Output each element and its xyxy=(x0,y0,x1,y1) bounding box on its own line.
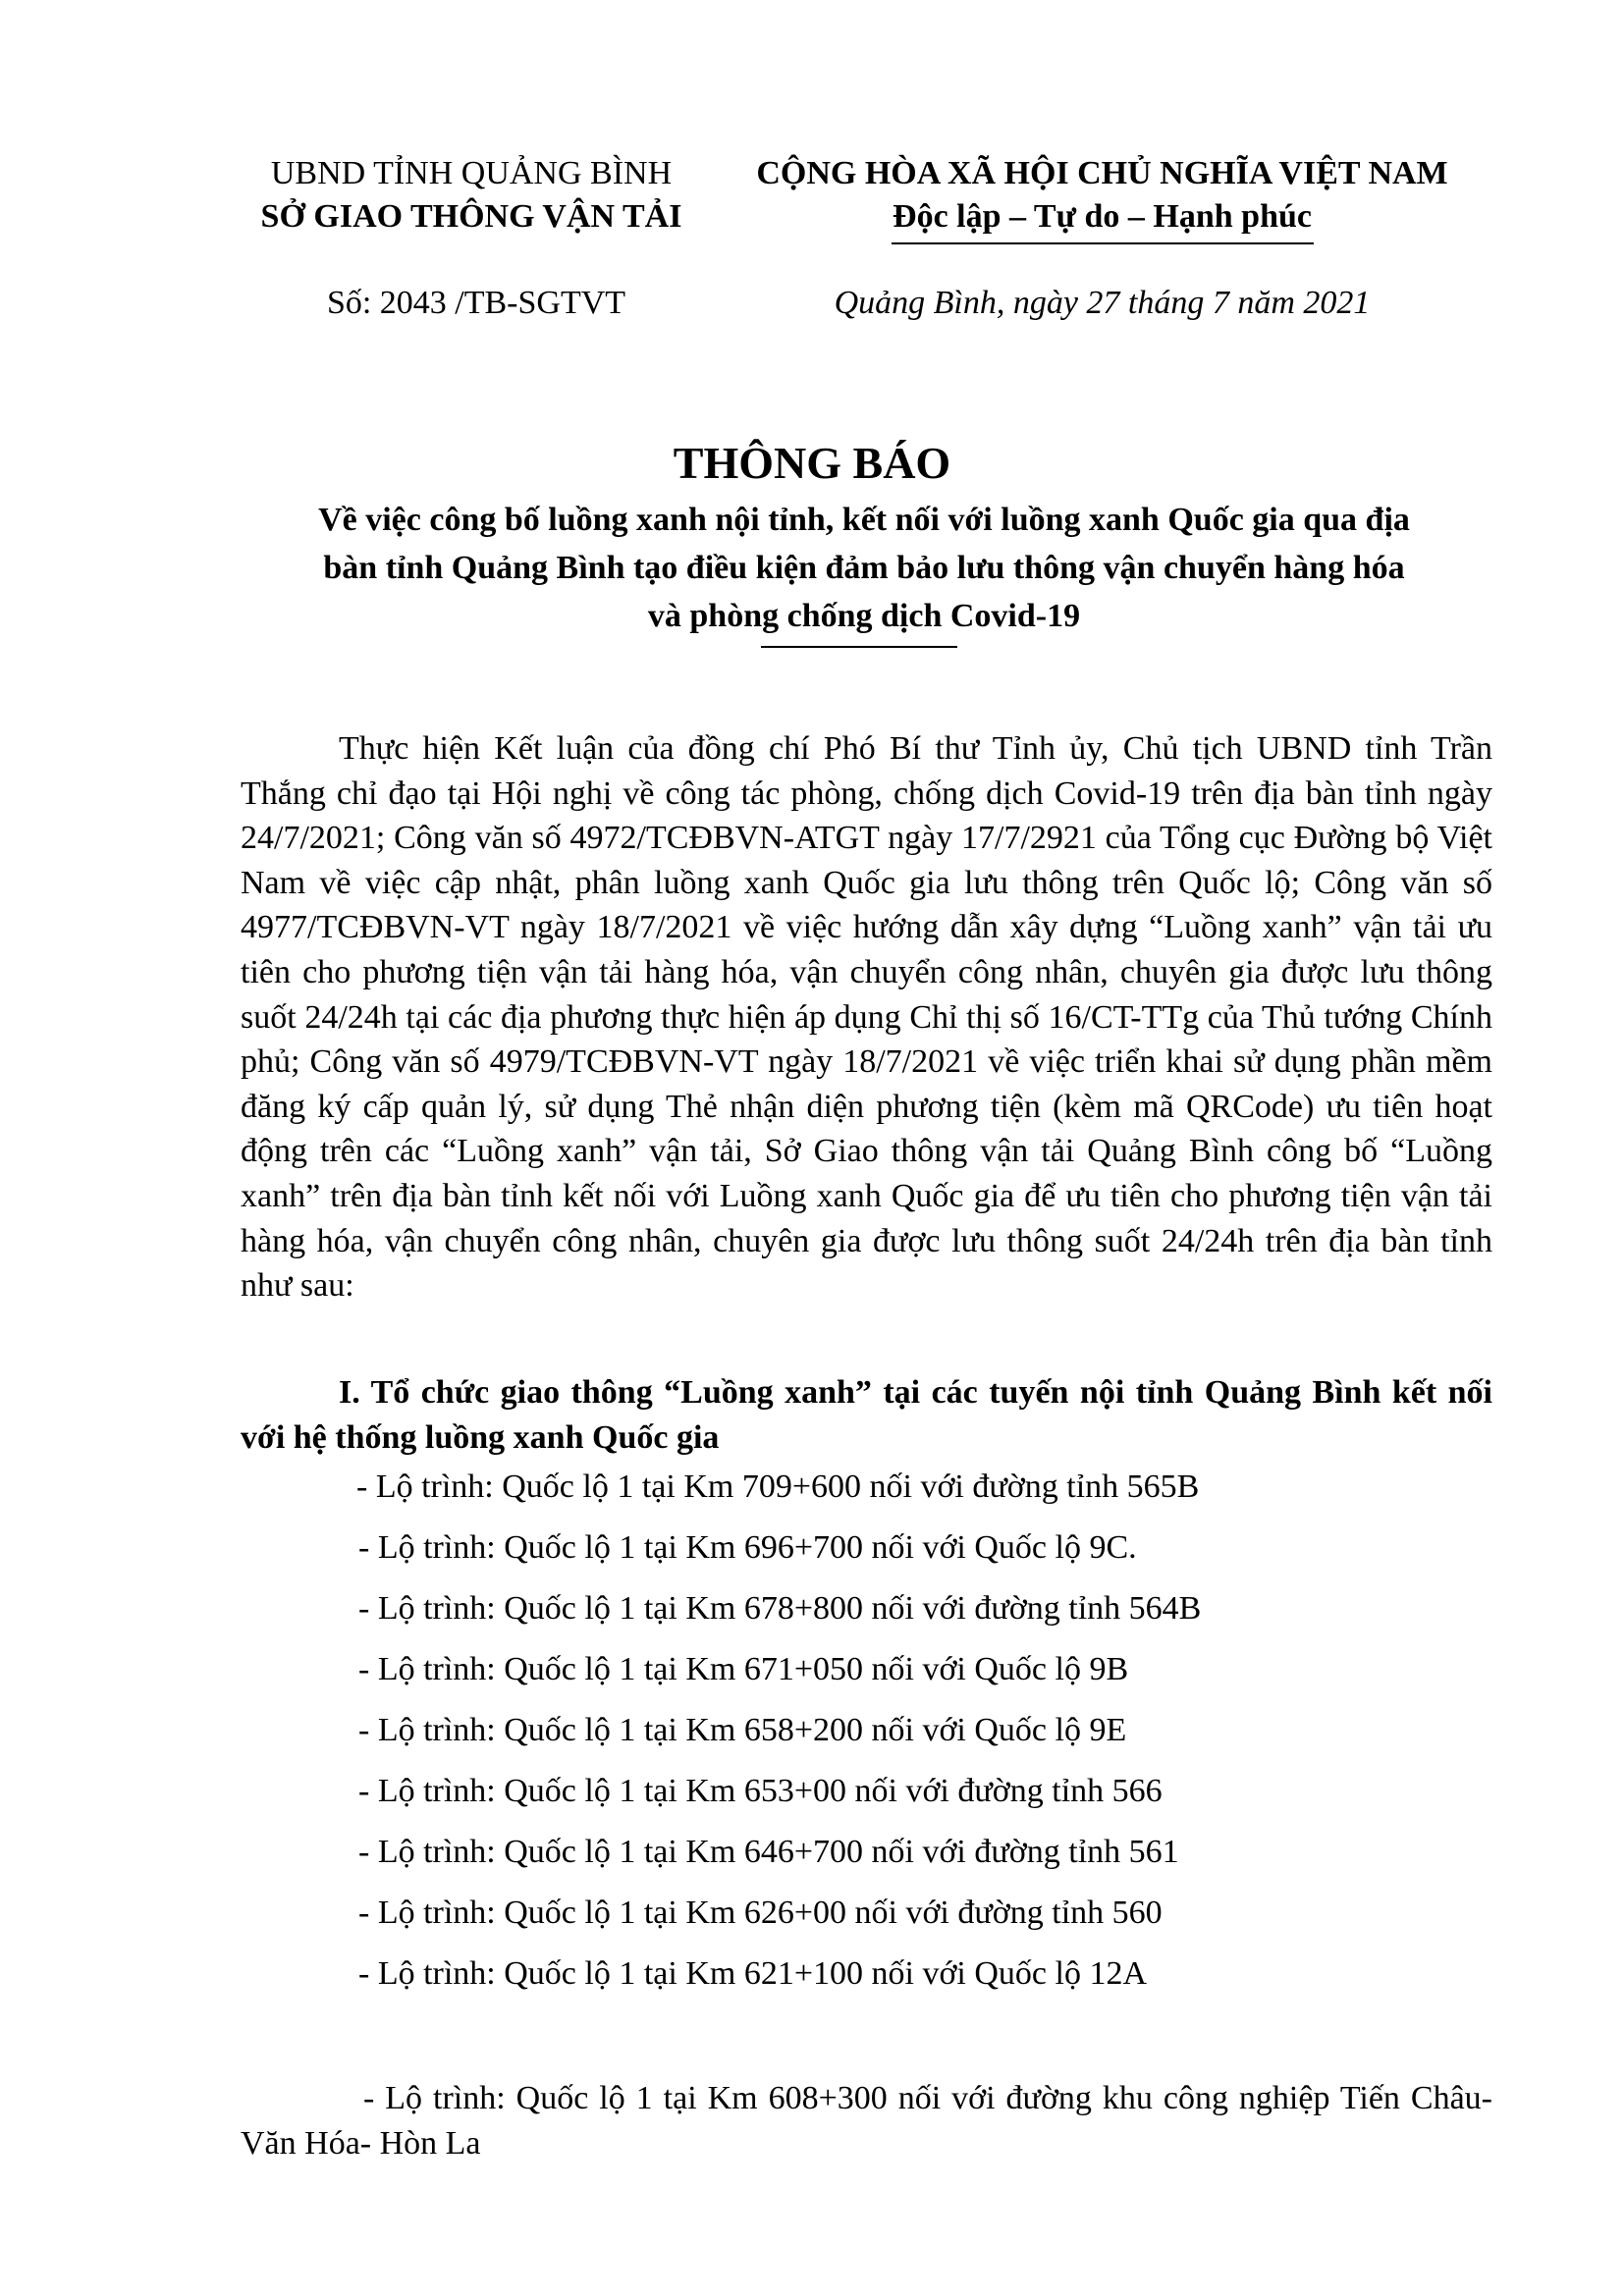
subtitle-line: Về việc công bố luồng xanh nội tỉnh, kết nối với luồng xanh Quốc gia qua địa xyxy=(318,502,1410,538)
route-item: - Lộ trình: Quốc lộ 1 tại Km 671+050 nối với Quốc lộ 9B xyxy=(358,1651,1129,1687)
title-divider xyxy=(761,646,957,648)
document-number: Số: 2043 /TB-SGTVT xyxy=(326,285,626,321)
place-date: Quảng Bình, ngày 27 tháng 7 năm 2021 xyxy=(834,285,1371,321)
issuing-agency-block xyxy=(226,152,717,239)
subtitle-line: và phòng chống dịch Covid-19 xyxy=(647,598,1081,634)
route-item: - Lộ trình: Quốc lộ 1 tại Km 626+00 nối với đường tỉnh 560 xyxy=(358,1895,1163,1931)
agency-name: SỞ GIAO THÔNG VẬN TẢI xyxy=(260,198,682,235)
route-item: - Lộ trình: Quốc lộ 1 tại Km 678+800 nối với đường tỉnh 564B xyxy=(358,1590,1202,1627)
document-subtitle xyxy=(236,496,1492,640)
motto-underline xyxy=(892,242,1314,244)
section-heading: I. Tổ chức giao thông “Luồng xanh” tại các tuyến nội tỉnh Quảng Bình kết nối với hệ thống luồng xanh Quốc gia xyxy=(241,1374,1492,1456)
nation-motto-line-1: CỘNG HÒA XÃ HỘI CHỦ NGHĨA VIỆT NAM xyxy=(756,155,1448,191)
route-item: - Lộ trình: Quốc lộ 1 tại Km 658+200 nối với Quốc lộ 9E xyxy=(358,1712,1127,1748)
document-title: THÔNG BÁO xyxy=(673,438,951,488)
route-item: - Lộ trình: Quốc lộ 1 tại Km 709+600 nối với đường tỉnh 565B xyxy=(356,1468,1200,1505)
route-item: - Lộ trình: Quốc lộ 1 tại Km 653+00 nối với đường tỉnh 566 xyxy=(358,1773,1163,1809)
nation-motto-line-2: Độc lập – Tự do – Hạnh phúc xyxy=(893,198,1312,235)
intro-paragraph: Thực hiện Kết luận của đồng chí Phó Bí thư Tỉnh ủy, Chủ tịch UBND tỉnh Trần Thắng chỉ đạo tại Hội nghị về công tác phòng, chống dịch Covid-19 trên địa bàn tỉnh ngày 24/7/2021; Công văn số 4972/TCĐBVN-ATGT ngày 17/7/2921 của Tổng cục Đường bộ Việt Nam về việc cập nhật, phân luồng xanh Quốc gia lưu thông trên Quốc lộ; Công văn số 4977/TCĐBVN-VT ngày 18/7/2021 về việc hướng dẫn xây dựng “Luồng xanh” vận tải ưu tiên cho phương tiện vận tải hàng hóa, vận chuyển công nhân, chuyên gia được lưu thông suốt 24/24h tại các địa phương thực hiện áp dụng Chỉ thị số 16/CT-TTg của Thủ tướng Chính phủ; Công văn số 4979/TCĐBVN-VT ngày 18/7/2021 về việc triển khai sử dụng phần mềm đăng ký cấp quản lý, sử dụng Thẻ nhận diện phương tiện (kèm mã QRCode) ưu tiên hoạt động trên các “Luồng xanh” vận tải, Sở Giao thông vận tải Quảng Bình công bố “Luồng xanh” trên địa bàn tỉnh kết nối với Luồng xanh Quốc gia để ưu tiên cho phương tiện vận tải hàng hóa, vận chuyển công nhân, chuyên gia được lưu thông suốt 24/24h trên địa bàn tỉnh như sau: xyxy=(241,730,1492,1305)
route-item: - Lộ trình: Quốc lộ 1 tại Km 621+100 nối với Quốc lộ 12A xyxy=(358,1955,1148,1992)
national-motto-block xyxy=(712,152,1492,244)
subtitle-line: bàn tỉnh Quảng Bình tạo điều kiện đảm bảo lưu thông vận chuyển hàng hóa xyxy=(323,550,1405,586)
agency-parent: UBND TỈNH QUẢNG BÌNH xyxy=(270,155,673,191)
route-list xyxy=(241,1465,1492,2012)
route-item: - Lộ trình: Quốc lộ 1 tại Km 696+700 nối với Quốc lộ 9C. xyxy=(358,1529,1137,1566)
route-item: - Lộ trình: Quốc lộ 1 tại Km 646+700 nối với đường tỉnh 561 xyxy=(358,1834,1179,1870)
route-item-last: - Lộ trình: Quốc lộ 1 tại Km 608+300 nối với đường khu công nghiệp Tiến Châu- Văn Hóa- Hòn La xyxy=(241,2080,1492,2162)
